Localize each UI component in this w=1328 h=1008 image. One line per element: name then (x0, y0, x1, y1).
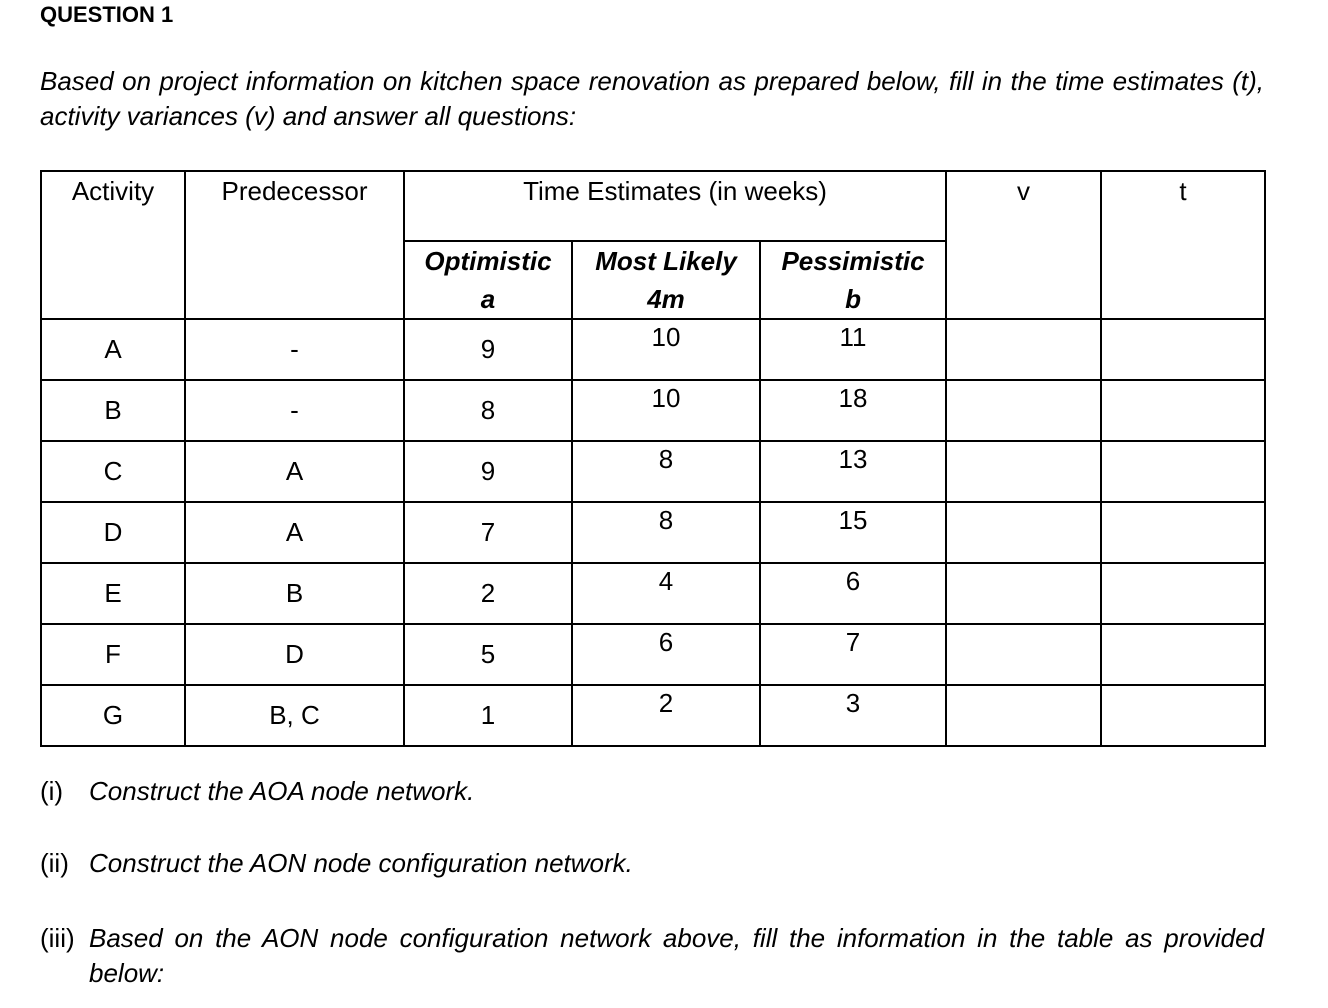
question-item-iii (40, 921, 1264, 991)
cell-optimistic: 7 (404, 502, 572, 563)
cell-pessimistic: 18 (760, 380, 946, 441)
cell-predecessor: - (185, 380, 404, 441)
cell-activity: C (41, 441, 185, 502)
cell-most-likely: 10 (572, 319, 760, 380)
cell-t (1101, 624, 1265, 685)
cell-v (946, 624, 1101, 685)
question-number: (iii) (40, 923, 75, 953)
question-text: Based on the AON node configuration network above, fill the information in the table as provided below: (89, 923, 1264, 988)
cell-most-likely: 8 (572, 441, 760, 502)
header-optimistic-symbol: a (480, 284, 496, 314)
question-number: (ii) (40, 848, 69, 878)
intro-paragraph: Based on project information on kitchen space renovation as prepared below, fill in the time estimates (t), activity variances (v) and answer all questions: (40, 66, 1264, 131)
cell-v (946, 319, 1101, 380)
header-optimistic (404, 241, 572, 319)
header-activity: Activity (41, 171, 185, 319)
cell-t (1101, 319, 1265, 380)
cell-predecessor: B, C (185, 685, 404, 746)
cell-activity: A (41, 319, 185, 380)
table-row (41, 441, 1265, 502)
question-text: Construct the AON node configuration network. (89, 848, 633, 878)
cell-activity: E (41, 563, 185, 624)
cell-activity: F (41, 624, 185, 685)
question-item-ii (40, 846, 1264, 881)
table-row (41, 502, 1265, 563)
cell-v (946, 441, 1101, 502)
question-text: Construct the AOA node network. (89, 776, 475, 806)
header-time-estimates: Time Estimates (in weeks) (404, 171, 946, 241)
cell-pessimistic: 6 (760, 563, 946, 624)
cell-most-likely: 2 (572, 685, 760, 746)
cell-predecessor: B (185, 563, 404, 624)
cell-t (1101, 502, 1265, 563)
header-t: t (1101, 171, 1265, 319)
header-most-likely-label: Most Likely (595, 246, 737, 276)
header-optimistic-label: Optimistic (424, 246, 552, 276)
cell-optimistic: 1 (404, 685, 572, 746)
question-item-i (40, 774, 1264, 809)
cell-pessimistic: 7 (760, 624, 946, 685)
cell-t (1101, 380, 1265, 441)
cell-most-likely: 4 (572, 563, 760, 624)
cell-t (1101, 685, 1265, 746)
table-row (41, 624, 1265, 685)
cell-v (946, 380, 1101, 441)
cell-v (946, 502, 1101, 563)
cell-pessimistic: 11 (760, 319, 946, 380)
cell-pessimistic: 15 (760, 502, 946, 563)
cell-most-likely: 6 (572, 624, 760, 685)
header-v: v (946, 171, 1101, 319)
time-estimates-table (40, 170, 1266, 747)
table-row (41, 380, 1265, 441)
table-row (41, 685, 1265, 746)
cell-activity: G (41, 685, 185, 746)
cell-activity: D (41, 502, 185, 563)
cell-optimistic: 9 (404, 319, 572, 380)
cell-optimistic: 2 (404, 563, 572, 624)
cell-pessimistic: 13 (760, 441, 946, 502)
header-most-likely-symbol: 4m (647, 284, 685, 314)
table-row (41, 563, 1265, 624)
cell-optimistic: 9 (404, 441, 572, 502)
cell-predecessor: A (185, 502, 404, 563)
cell-t (1101, 441, 1265, 502)
cell-predecessor: D (185, 624, 404, 685)
question-number: (i) (40, 776, 64, 806)
cell-pessimistic: 3 (760, 685, 946, 746)
cell-v (946, 563, 1101, 624)
table-row (41, 319, 1265, 380)
cell-optimistic: 5 (404, 624, 572, 685)
header-most-likely (572, 241, 760, 319)
cell-most-likely: 8 (572, 502, 760, 563)
cell-predecessor: - (185, 319, 404, 380)
cell-activity: B (41, 380, 185, 441)
header-predecessor: Predecessor (185, 171, 404, 319)
cell-v (946, 685, 1101, 746)
question-heading: QUESTION 1 (40, 2, 174, 27)
header-pessimistic (760, 241, 946, 319)
header-pessimistic-symbol: b (845, 284, 861, 314)
cell-predecessor: A (185, 441, 404, 502)
header-pessimistic-label: Pessimistic (781, 246, 925, 276)
cell-most-likely: 10 (572, 380, 760, 441)
cell-optimistic: 8 (404, 380, 572, 441)
cell-t (1101, 563, 1265, 624)
